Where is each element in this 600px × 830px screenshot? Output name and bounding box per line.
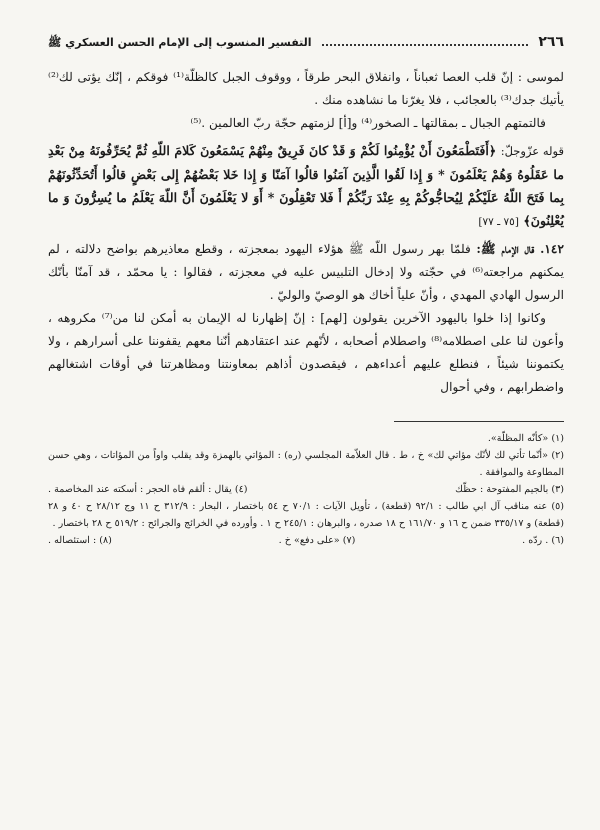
- footnote-8: (٨) : استئصاله .: [48, 535, 112, 546]
- footnotes: [48, 430, 564, 549]
- quran-intro: قوله عزّوجلّ:: [500, 144, 564, 158]
- main-text-2: [48, 238, 564, 399]
- paragraph-3: [48, 238, 564, 307]
- footnote-6: (٦) . ردّه .: [522, 535, 564, 546]
- header-dotted-rule: [322, 36, 529, 46]
- footnote-1: (١) «كأنّه المظلّة».: [487, 433, 564, 444]
- paragraph-3-text: فلمّا بهر رسول اللّه ﷺ هؤلاء اليهود بمعجزته ، وقطع معاذيرهم بواضح دلالته ، لم يمكنهم مراجعته⁽⁶⁾ في حجّته ولا إدخال التلبيس عليه في معجزته ، فقالوا : يا محمّد ، قد آمنّا بأنّك الرسول الهادي المهدي ، وأنّ علياً أخاك هو الوصيّ والوليّ .: [48, 242, 564, 302]
- book-title: التفسير المنسوب إلى الإمام الحسن العسكري ﷺ: [48, 36, 312, 49]
- page: [48, 34, 564, 549]
- quran-block: [48, 139, 564, 234]
- running-header: [48, 34, 564, 56]
- quran-verses: ﴿أَفَتَطْمَعُونَ أَنْ يُؤْمِنُوا لَكُمْ وَ قَدْ كانَ فَرِيقٌ مِنْهُمْ يَسْمَعُونَ كَلامَ اللّهِ ثُمَّ يُحَرِّفُونَهُ مِنْ بَعْدِ ما عَقَلُوهُ وَهُمْ يَعْلَمُونَ * وَ إِذا لَقُوا الَّذِينَ آمَنُوا قالُوا آمَنّا وَ إِذا خَلا بَعْضُهُمْ إِلى بَعْضٍ قالُوا أَتُحَدِّثُونَهُمْ بِما فَتَحَ اللّهُ عَلَيْكُمْ لِيُحاجُّوكُمْ بِهِ عِنْدَ رَبِّكُمْ أَ فَلا تَعْقِلُونَ * أَوَ لا يَعْلَمُونَ أَنَّ اللّهَ يَعْلَمُ ما يُسِرُّونَ وَ ما يُعْلِنُونَ﴾: [48, 143, 564, 228]
- hadith-number-label: ١٤٢. قال الإمام ﷺ:: [476, 242, 564, 256]
- footnote-5: (٥) عنه مناقب آل ابي طالب : ٩٢/١ (قطعة) ، تأويل الآيات : ٧٠/١ ح ٥٤ باختصار ، البحار : ٣١٢/٩ ح ١١ وج ٢٨/١٢ ح ٤٠ و ٢٨ (قطعة) و ٣٣٥/١٧ ضمن ح ١٦ و ١٦١/٧٠ ح ١٨ صدره ، والبرهان : ٢٤٥/١ ح ١ . وأورده في الخرائج والجرائح : ٥١٩/٢ ح ٢٨ باختصار .: [48, 501, 565, 529]
- quran-reference: [٧٥ ـ ٧٧]: [478, 216, 519, 228]
- page-number: ٢٦٦: [538, 34, 564, 50]
- footnote-3: (٣) بالجيم المفتوحة : حظّك: [455, 484, 564, 495]
- paragraph-2: فالتمتهم الجبال ـ بمقالتها ـ الصخور⁽⁴⁾ و[أ] لزمتهم حجّة ربّ العالمين .⁽⁵⁾: [190, 116, 546, 130]
- footnote-separator: [394, 421, 564, 422]
- footnote-7: (٧) «على دفع» خ .: [278, 535, 356, 546]
- paragraph-4: وكانوا إذا خلوا باليهود الآخرين يقولون [لهم] : إنّ إظهارنا له الإيمان به أمكن لنا من⁽⁷⁾ مكروهه ، وأعون لنا على اصطلامه⁽⁸⁾ واصطلام أصحابه ، لأنّهم عند اعتقادهم أنّنا معهم يقفوننا على أسرارهم ، ولا يكتموننا شيئاً ، فنطلع عليهم أعداءهم ، فيقصدون أذاهم بمعاونتنا ومظاهرتنا في أوقات اشتغالهم واضطرابهم ، وفي أحوال: [48, 311, 564, 394]
- footnote-2: (٢) «أنّما تأتي لك لأنّك مؤاتي لك» خ ، ط . قال العلاّمة المجلسي (ره) : المؤاتي بالهمزة وقد يقلب واواً من المؤاتات ، وهي حسن المطاوعة والموافقة .: [48, 450, 564, 478]
- footnote-row-3-4: [48, 481, 564, 498]
- main-text: [48, 66, 564, 135]
- paragraph-1: لموسى : إنّ قلب العصا ثعباناً ، وانفلاق البحر طرقاً ، ووقوف الجبل كالظلّة⁽¹⁾ فوقكم ، إنّك يؤتى لك⁽²⁾ يأتيك جدك⁽³⁾ بالعجائب ، فلا يغرّنا ما نشاهده منك .: [48, 70, 564, 107]
- footnote-row-6-8: [48, 532, 564, 549]
- footnote-4: (٤) يقال : ألقم فاه الحجر : أسكته عند المخاصمة .: [48, 484, 248, 495]
